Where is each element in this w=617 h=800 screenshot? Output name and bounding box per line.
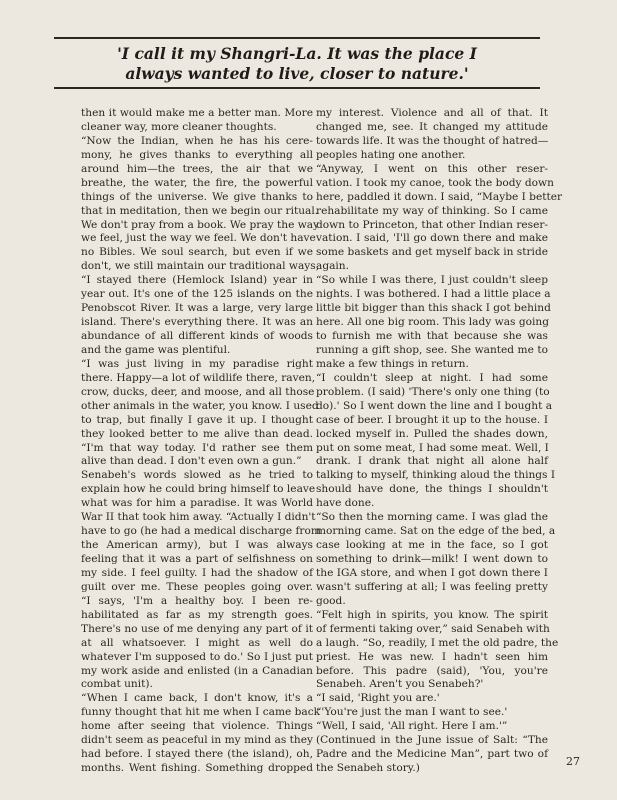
text-line: towards life. It was the thought of hatred—	[316, 134, 549, 147]
text-line: make a few things in return.	[316, 357, 469, 370]
text-line: “When I came back, I don't know, it's a	[81, 692, 313, 705]
text-line: War II that took him away. “Actually I didn't	[81, 511, 316, 524]
text-line: to furnish me with that because she was	[316, 330, 548, 342]
text-line: vation. I took my canoe, took the body down	[316, 176, 554, 189]
text-line: Senabeh's words slowed as he tried to	[81, 469, 313, 482]
text-line: talking to myself, thinking aloud the things I	[316, 469, 556, 482]
text-line: then it would make me a better man. More	[81, 107, 313, 119]
text-line: breathe, the water, the fire, the powerful	[81, 176, 313, 189]
text-line: down to Princeton, that other Indian reser-	[316, 218, 548, 231]
text-line: abundance of all different kinds of woods	[81, 330, 313, 342]
text-line: the American army), but I was always	[81, 539, 313, 552]
text-line: something to drink—milk! I went down to	[316, 553, 548, 565]
text-line: morning came. Sat on the edge of the bed, a	[316, 525, 556, 538]
text-line: peoples hating one another.	[316, 148, 466, 161]
text-line: We don't pray from a book. We pray the way	[81, 218, 320, 231]
text-line: put on some meat, I had some meat. Well, I	[316, 441, 549, 454]
text-line: didn't seem as peaceful in my mind as they	[81, 734, 313, 747]
text-line: habilitated as far as my strength goes.	[81, 608, 313, 621]
text-line: crow, ducks, deer, and moose, and all those	[81, 385, 315, 398]
text-line: whatever I'm supposed to do.' So I just put	[81, 650, 313, 663]
page-number: 27	[566, 755, 580, 768]
pull-quote-line-1: 'I call it my Shangri-La. It was the place I	[117, 44, 477, 63]
text-line: have to go (he had a medical discharge from	[81, 525, 321, 538]
text-line: priest. He was new. I hadn't seen him	[316, 650, 548, 663]
text-line: don't, we still maintain our traditional ways,	[81, 260, 320, 273]
text-line: there. Happy—a lot of wildlife there, raven,	[81, 371, 316, 384]
text-line: that in meditation, then we begin our ritual.	[81, 204, 319, 217]
text-line: the Senabeh story.)	[316, 762, 420, 775]
text-line: “I was just living in my paradise right	[81, 357, 313, 370]
text-line: “Anyway, I went on this other reser-	[316, 162, 548, 175]
text-line: and the game was plentiful.	[81, 343, 231, 356]
text-line: should have done, the things I shouldn't	[316, 483, 548, 496]
text-line: my work aside and enlisted (in a Canadian	[81, 664, 313, 677]
text-line: (Continued in the June issue of Salt: “The	[316, 734, 548, 747]
text-line: case of beer. I brought it up to the house. I	[316, 413, 548, 426]
text-line: at all whatsoever. I might as well do	[81, 636, 313, 649]
text-line: before. This padre (said), 'You, you're	[316, 664, 548, 677]
text-line: There's no use of me denying any part of it	[81, 622, 313, 635]
text-line: running a gift shop, see. She wanted me to	[316, 343, 548, 356]
text-line: home after seeing that violence. Things	[81, 720, 313, 733]
text-line: guilt over me. These peoples going over.	[81, 580, 313, 593]
text-line: “I says, 'I'm a healthy boy. I been re-	[81, 594, 313, 607]
text-line: again.	[316, 260, 349, 273]
text-line: Penobscot River. It was a large, very large	[81, 302, 313, 315]
text-line: to trap, but finally I gave it up. I thought	[81, 413, 313, 426]
text-line: feeling that it was a part of selfishness on	[81, 553, 313, 565]
pull-quote-top-rule	[54, 37, 540, 39]
text-line: other animals in the water, you know. I used	[81, 399, 319, 412]
text-line: “Well, I said, 'All right. Here I am.'”	[316, 720, 508, 733]
right-text-column	[316, 107, 563, 776]
text-line: here, paddled it down. I said, “Maybe I better	[316, 190, 563, 203]
pull-quote-line-2: always wanted to live, closer to nature.'	[125, 63, 469, 83]
text-line: “I couldn't sleep at night. I had some	[316, 371, 548, 384]
text-line: some baskets and get myself back in stride	[316, 246, 548, 259]
text-line: locked myself in. Pulled the shades down,	[316, 427, 548, 440]
text-line: do).' So I went down the line and I bought a	[316, 399, 553, 412]
text-line: “Felt high in spirits, you know. The spirit	[316, 608, 548, 621]
text-line: things of the universe. We give thanks to	[81, 190, 313, 203]
text-line: combat unit).	[81, 678, 153, 691]
text-line: alive than dead. I don't even own a gun.”	[81, 455, 302, 468]
text-line: funny thought that hit me when I came back	[81, 706, 321, 719]
text-line: had before. I stayed there (the island), oh,	[81, 748, 313, 761]
pull-quote	[54, 44, 540, 83]
text-line: “I'm that way today. I'd rather see them	[81, 441, 313, 454]
text-line: “I stayed there (Hemlock Island) year in	[81, 274, 313, 287]
text-line: what was for him a paradise. It was World	[81, 497, 313, 510]
text-line: of fermenti taking over,” said Senabeh with	[316, 622, 550, 635]
text-line: no Bibles. We soul search, but even if we	[81, 246, 313, 259]
pull-quote-bottom-rule	[54, 87, 540, 89]
text-line: year out. It's one of the 125 islands on the	[81, 288, 313, 301]
text-line: mony, he gives thanks to everything all	[81, 148, 313, 161]
text-line: problem. (I said) 'There's only one thing (to	[316, 385, 550, 398]
text-line: a laugh. “So, readily, I met the old padre, the	[316, 636, 559, 649]
text-line: my interest. Violence and all of that. It	[316, 107, 548, 119]
text-line: island. There's everything there. It was an	[81, 316, 313, 329]
text-line: Padre and the Medicine Man”, part two of	[316, 748, 548, 761]
text-line: case looking at me in the face, so I got	[316, 539, 548, 552]
text-line: explain how he could bring himself to leave	[81, 483, 316, 496]
text-line: here. All one big room. This lady was going	[316, 316, 549, 329]
text-line: Senabeh. Aren't you Senabeh?'	[316, 678, 484, 691]
text-line: have done.	[316, 497, 375, 510]
text-line: little bit bigger than this shack I got behind	[316, 302, 551, 315]
text-line: nights. I was bothered. I had a little place a	[316, 288, 551, 301]
text-line: wasn't suffering at all; I was feeling pretty	[316, 580, 548, 593]
text-line: “Now the Indian, when he has his cere-	[81, 134, 313, 147]
text-line: cleaner way, more cleaner thoughts.	[81, 120, 277, 133]
text-line: vation. I said, 'I'll go down there and make	[316, 232, 548, 245]
text-line: “So while I was there, I just couldn't sleep	[316, 274, 548, 287]
left-text-column	[81, 107, 321, 776]
text-line: changed me, see. It changed my attitude	[316, 120, 548, 133]
text-line: the IGA store, and when I got down there I	[316, 566, 548, 579]
text-line: “So then the morning came. I was glad the	[316, 511, 548, 524]
text-line: drank. I drank that night all alone half	[316, 455, 548, 468]
text-line: around him—the trees, the air that we	[81, 162, 313, 175]
text-line: “I said, 'Right you are.'	[316, 692, 440, 705]
text-line: we feel, just the way we feel. We don't have	[81, 232, 316, 245]
text-line: months. Went fishing. Something dropped	[81, 762, 313, 775]
text-line: they looked better to me alive than dead.	[81, 427, 313, 440]
text-line: good.	[316, 594, 346, 607]
text-line: “'You're just the man I want to see.'	[316, 706, 508, 719]
text-line: my side. I feel guilty. I had the shadow of	[81, 566, 313, 579]
text-line: rehabilitate my way of thinking. So I came	[316, 204, 548, 217]
